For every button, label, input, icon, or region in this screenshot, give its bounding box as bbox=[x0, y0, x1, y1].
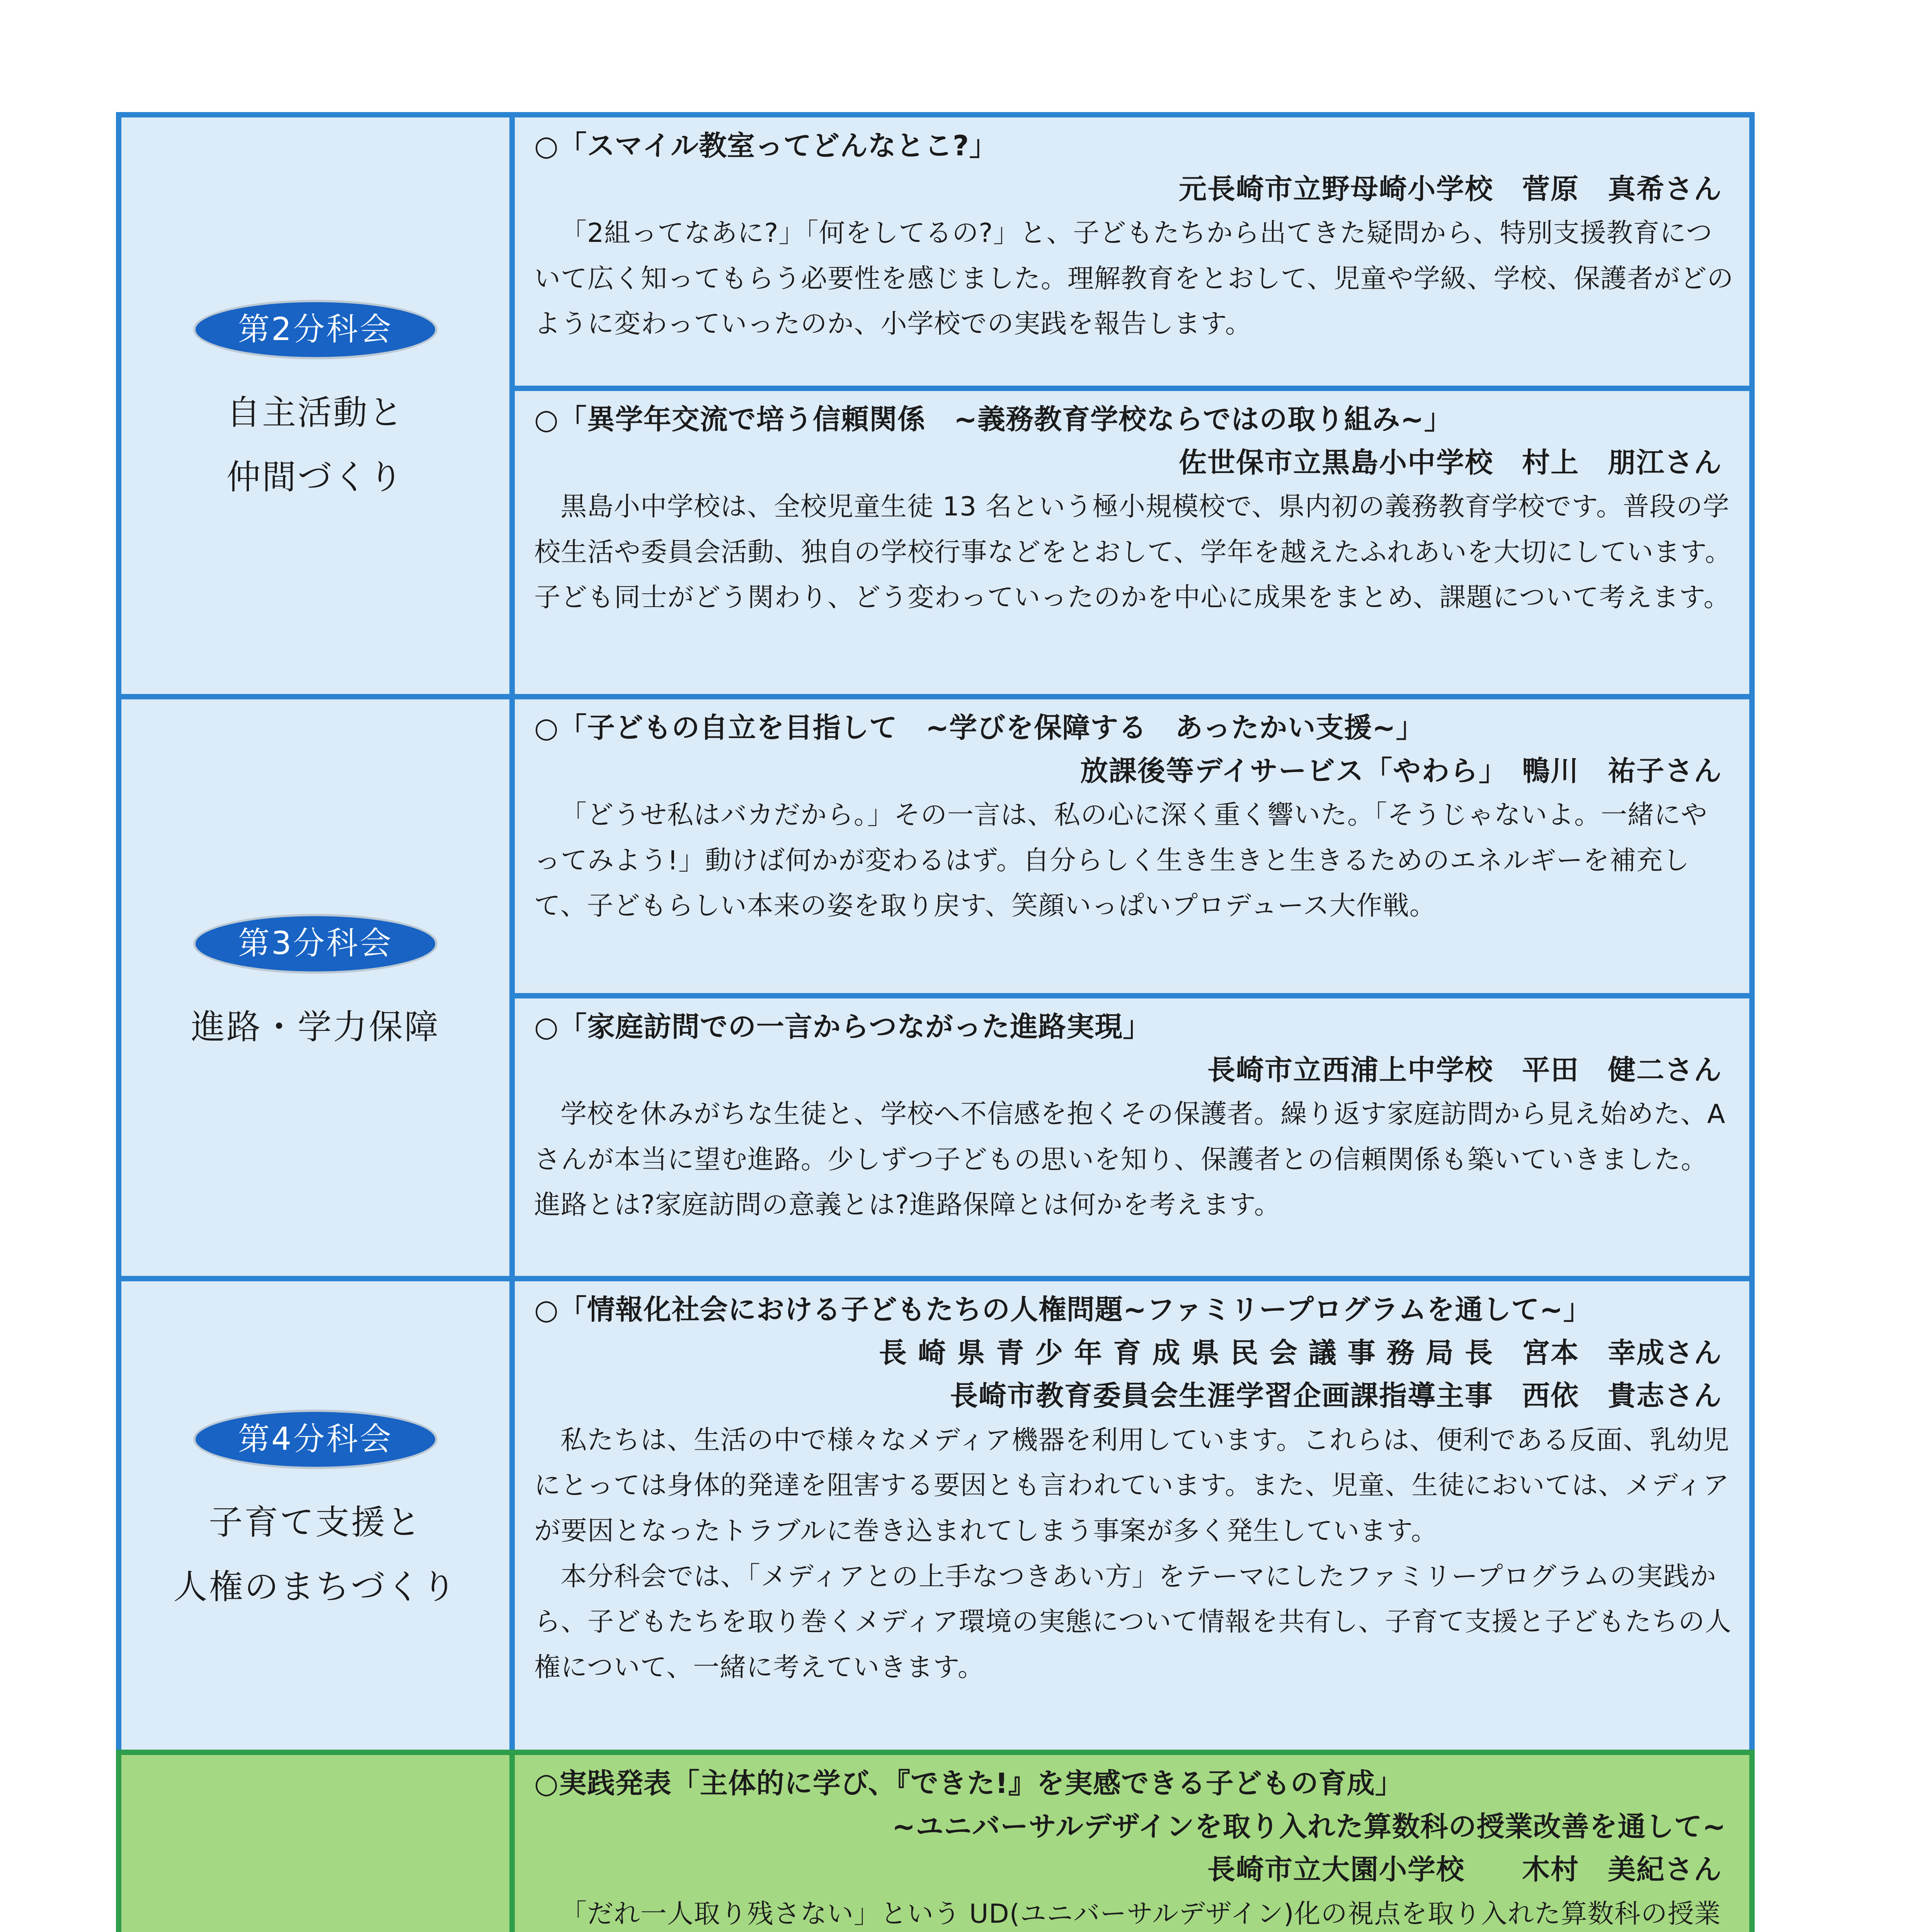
section-label-column bbox=[121, 117, 515, 694]
entry bbox=[515, 386, 1749, 694]
section-label-column bbox=[121, 1755, 515, 1932]
entry-body bbox=[534, 1418, 1734, 1690]
section-badge: 第3分科会 bbox=[196, 916, 435, 971]
entry-speaker: 長崎市教育委員会生涯学習企画課指導主事 西依 貴志さん bbox=[950, 1379, 1722, 1412]
entry-body bbox=[534, 1092, 1734, 1228]
entry bbox=[515, 1755, 1749, 1932]
section-subcommittee-3 bbox=[116, 694, 1755, 1281]
section-basic-course bbox=[116, 1750, 1755, 1932]
section-entries bbox=[515, 117, 1749, 694]
entry-body bbox=[534, 484, 1734, 621]
section-entries bbox=[515, 699, 1749, 1276]
section-badge: 第2分科会 bbox=[196, 302, 435, 357]
entry-title: ○実践発表「主体的に学び、『できた!』を実感できる子どもの育成」 bbox=[534, 1767, 1403, 1799]
entry-speaker: 佐世保市立黒島小中学校 村上 朋江さん bbox=[1178, 446, 1722, 479]
entry-title: ○「情報化社会における子どもたちの人権問題~ファミリープログラムを通して~」 bbox=[534, 1293, 1592, 1326]
entry-speaker: 長崎市立西浦上中学校 平田 健二さん bbox=[1207, 1053, 1722, 1086]
entry-title: ○「異学年交流で培う信頼関係 ~義務教育学校ならではの取り組み~」 bbox=[534, 403, 1452, 435]
section-topic bbox=[173, 1490, 457, 1619]
entry-title: ○「スマイル教室ってどんなとこ?」 bbox=[534, 129, 998, 162]
entry bbox=[515, 117, 1749, 386]
entry-title: ○「子どもの自立を目指して ~学びを保障する あったかい支援~」 bbox=[534, 711, 1424, 744]
section-label-column bbox=[121, 1281, 515, 1750]
section-topic bbox=[226, 380, 404, 509]
entry bbox=[515, 1281, 1749, 1750]
section-entries bbox=[515, 1755, 1749, 1932]
entry-body bbox=[534, 1891, 1734, 1932]
entry-title: ○「家庭訪問での一言からつながった進路実現」 bbox=[534, 1010, 1151, 1043]
entry-speaker: 長 崎 県 青 少 年 育 成 県 民 会 議 事 務 局 長 宮本 幸成さん bbox=[879, 1336, 1722, 1369]
entry-paragraph: 「だれ一人取り残さない」という UD(ユニバーサルデザイン)化の視点を取り入れた算数科の授業 bbox=[560, 1898, 1721, 1929]
topic-line: 人権のまちづくり bbox=[173, 1567, 458, 1607]
program-table bbox=[116, 112, 1755, 1932]
topic-line: 自主活動と bbox=[226, 392, 404, 432]
entry-subtitle: ~ユニバーサルデザインを取り入れた算数科の授業改善を通して~ bbox=[892, 1810, 1726, 1843]
entry bbox=[515, 993, 1749, 1276]
section-badge: 第4分科会 bbox=[196, 1412, 435, 1467]
section-topic bbox=[191, 995, 440, 1059]
entry-speaker: 放課後等デイサービス「やわら」 鴨川 祐子さん bbox=[1080, 754, 1722, 787]
entry-paragraph: 本分科会では、「メディアとの上手なつきあい方」をテーマにしたファミリープログラムの実践から、子どもたちを取り巻くメディア環境の実態について情報を共有し、子育て支援と子どもたちの人権について、一緒に考えていきます。 bbox=[534, 1561, 1732, 1683]
section-subcommittee-2 bbox=[116, 112, 1755, 699]
entry-paragraph: 「2組ってなあに?」「何をしてるの?」と、子どもたちから出てきた疑問から、特別支援教育について広く知ってもらう必要性を感じました。理解教育をとおして、児童や学級、学校、保護者がどのように変わっていったのか、小学校での実践を報告します。 bbox=[534, 218, 1734, 340]
entry-body bbox=[534, 211, 1734, 347]
section-label-column bbox=[121, 699, 515, 1276]
entry-paragraph: 学校を休みがちな生徒と、学校へ不信感を抱くその保護者。繰り返す家庭訪問から見え始めた、Aさんが本当に望む進路。少しずつ子どもの思いを知り、保護者との信頼関係も築いていきました。進路とは?家庭訪問の意義とは?進路保障とは何かを考えます。 bbox=[534, 1099, 1726, 1221]
entry-body bbox=[534, 793, 1734, 929]
topic-line: 仲間づくり bbox=[226, 457, 404, 497]
entry-paragraph: 「どうせ私はバカだから。」その一言は、私の心に深く重く響いた。「そうじゃないよ。一緒にやってみよう!」動けば何かが変わるはず。自分らしく生き生きと生きるためのエネルギーを補充して、子どもらしい本来の姿を取り戻す、笑顔いっぱいプロデュース大作戦。 bbox=[534, 800, 1708, 922]
topic-line: 子育て支援と bbox=[208, 1502, 422, 1542]
entry-paragraph: 私たちは、生活の中で様々なメディア機器を利用しています。これらは、便利である反面、乳幼児にとっては身体的発達を阻害する要因とも言われています。また、児童、生徒においては、メディアが要因となったトラブルに巻き込まれてしまう事案が多く発生しています。 bbox=[534, 1425, 1730, 1547]
section-entries bbox=[515, 1281, 1749, 1750]
entry-paragraph: 黒島小中学校は、全校児童生徒 13 名という極小規模校で、県内初の義務教育学校です。普段の学校生活や委員会活動、独自の学校行事などをとおして、学年を越えたふれあいを大切にしています。子ども同士がどう関わり、どう変わっていったのかを中心に成果をまとめ、課題について考えます。 bbox=[534, 492, 1732, 613]
topic-line: 進路・学力保障 bbox=[191, 1007, 440, 1047]
entry-speaker: 長崎市立大園小学校 木村 美紀さん bbox=[1207, 1853, 1722, 1886]
entry-speaker: 元長崎市立野母崎小学校 菅原 真希さん bbox=[1178, 172, 1722, 205]
section-subcommittee-4 bbox=[116, 1276, 1755, 1755]
entry bbox=[515, 699, 1749, 993]
